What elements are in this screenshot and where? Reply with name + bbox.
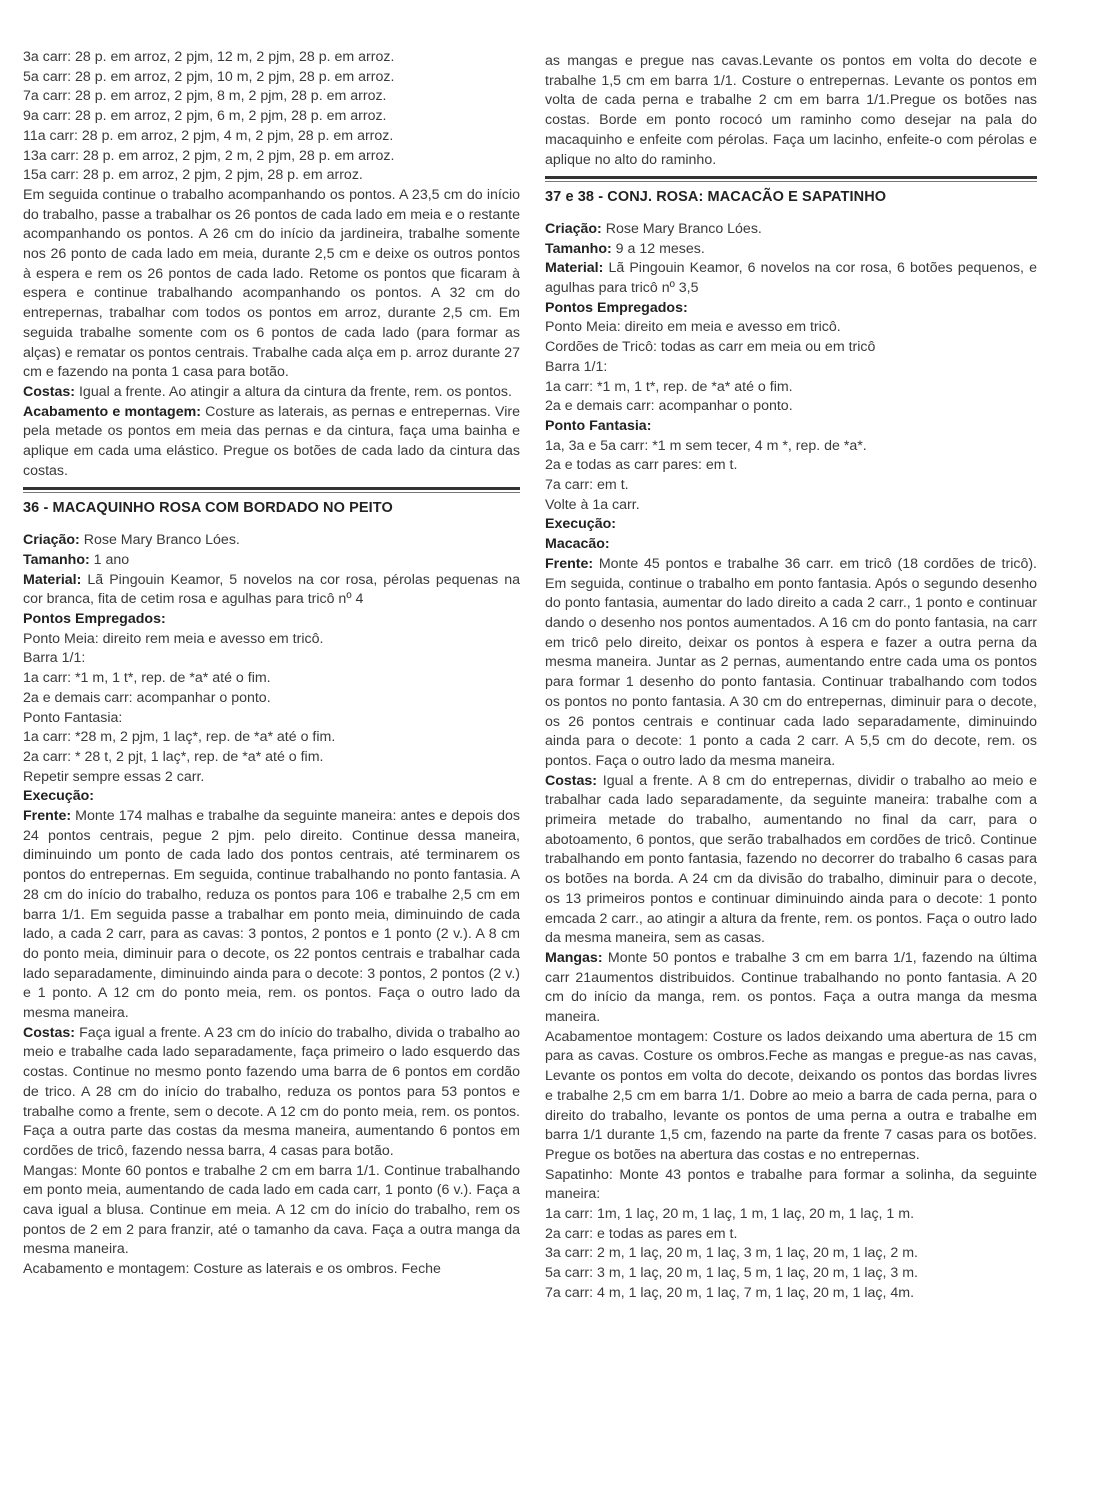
frente-label: Frente: <box>545 555 594 572</box>
criacao-line <box>23 531 520 551</box>
section-divider <box>23 487 520 493</box>
mangas-paragraph <box>545 949 1037 1028</box>
pontos-line: Barra 1/1: <box>545 358 608 375</box>
tamanho-text: 9 a 12 meses. <box>611 240 705 257</box>
criacao-label: Criação: <box>545 220 602 237</box>
costas-label: Costas: <box>545 772 598 789</box>
material-label: Material: <box>545 260 604 277</box>
tamanho-text: 1 ano <box>89 551 130 568</box>
frente-paragraph <box>23 807 520 1024</box>
fantasia-line: Volte à 1a carr. <box>545 496 640 513</box>
pontos-line: Barra 1/1: <box>23 650 86 667</box>
pontos-line: 2a e demais carr: acompanhar o ponto. <box>545 398 793 415</box>
pontos-line: Ponto Fantasia: <box>23 709 123 726</box>
continuation-paragraph: as mangas e pregue nas cavas.Levante os pontos em volta do decote e trabalhe 1,5 cm em barra 1/1. Costure o entrepernas. Levante os pontos em volta de cada perna e trabalhe 2 cm em barra 1/1.Pregue os botões nas costas. Borde em ponto rococó um raminho como desejar na pala do macaquinho e enfeite com pérolas. Faça um lacinho, enfeite-o com pérolas e aplique no alto do raminho. <box>545 53 1037 168</box>
pontos-label: Pontos Empregados: <box>545 299 688 316</box>
tamanho-label: Tamanho: <box>545 240 612 257</box>
row-line: 5a carr: 28 p. em arroz, 2 pjm, 10 m, 2 pjm, 28 p. em arroz. <box>23 68 395 85</box>
row-line: 15a carr: 28 p. em arroz, 2 pjm, 2 pjm, 28 p. em arroz. <box>23 167 363 184</box>
acabamento-text: Costure as laterais, as pernas e entrepernas. Vire pela metade os pontos em meia das pernas e da cintura, faça uma bainha e aplique em cada uma elástico. Pregue os botões de cada lado da cintura das costas. <box>23 403 520 479</box>
pontos-line: 1a carr: *1 m, 1 t*, rep. de *a* até o fim. <box>23 670 271 687</box>
row-line: 13a carr: 28 p. em arroz, 2 pjm, 2 m, 2 pjm, 28 p. em arroz. <box>23 147 395 164</box>
costas-text: Faça igual a frente. A 23 cm do início do trabalho, divida o trabalho ao meio e trabalhe cada lado separadamente, faça primeiro o lado esquerdo das costas. Continue no mesmo ponto fazendo uma barra de 6 pontos em cordão de trico. A 28 cm do início do trabalho, reduza os pontos para 53 pontos e trabalhe como a frente, sem o decote. A 12 cm do ponto meia, rem. os pontos. Faça a outra parte das costas da mesma maneira, aumentando 6 pontos em cordões de tricô, fazendo nessa barra, 4 casas para botão. <box>23 1024 520 1159</box>
frente-text: Monte 45 pontos e trabalhe 36 carr. em tricô (18 cordões de tricô). Em seguida, continue o trabalho em ponto fantasia. Após o segundo desenho do ponto fantasia, aumentar do lado direito a cada 2 carr., 1 ponto e continuar dando o desenho nos pontos aumentados. A 16 cm do ponto fantasia, na carr em tricô pelo direito, deixar os pontos à espera e fazer a outra perna da mesma maneira. Juntar as 2 pernas, aumentando entre cada uma os pontos para formar 1 desenho do ponto fantasia. Continuar trabalhando com todos os pontos no ponto fantasia. A 30 cm do entrepernas, diminuir para o decote, os 26 pontos centrais e continuar cada lado separadamente, diminuindo ainda para o decote: 1 ponto a cada 2 carr. A 5,5 cm do decote, rem. os pontos. Faça o outro lado da mesma maneira. <box>545 555 1037 769</box>
criacao-text: Rose Mary Branco Lóes. <box>79 532 240 549</box>
fantasia-line: 1a, 3a e 5a carr: *1 m sem tecer, 4 m *, rep. de *a*. <box>545 437 867 454</box>
pontos-line: Ponto Meia: direito em meia e avesso em tricô. <box>545 319 841 336</box>
acabamento-label: Acabamento e montagem: <box>23 403 201 420</box>
left-column <box>23 48 520 1280</box>
frente-text: Monte 174 malhas e trabalhe da seguinte maneira: antes e depois dos 24 pontos centrais, pegue 2 pjm. pelo direito. Continue dessa maneira, diminuindo um ponto de cada lado dos pontos centrais, até terminarem os pontos do entrepernas. Em seguida, continue trabalhando no ponto fantasia. A 28 cm do início do trabalho, reduza os pontos para 106 e trabalhe 2,5 cm em barra 1/1. Em seguida passe a trabalhar em ponto meia, diminuindo de cada lado, a cada 2 carr, para as cavas: 3 pontos, 2 pontos e 1 ponto (2 v.). A 8 cm do ponto meia, diminuir para o decote, os 22 pontos centrais e trabalhar cada lado separadamente, diminuindo ainda para o decote: 3 pontos, 2 pontos (2 v.) e 1 ponto. A 12 cm do ponto meia, rem. os pontos. Faça o outro lado da mesma maneira. <box>23 808 520 1022</box>
sapatinho-row-line: 7a carr: 4 m, 1 laç, 20 m, 1 laç, 7 m, 1 laç, 20 m, 1 laç, 4m. <box>545 1284 915 1301</box>
sapatinho-row-line: 2a carr: e todas as pares em t. <box>545 1225 738 1242</box>
pontos-line: 2a carr: * 28 t, 2 pjt, 1 laç*, rep. de *a* até o fim. <box>23 748 324 765</box>
material-paragraph <box>23 571 520 610</box>
execucao-label: Execução: <box>545 516 616 533</box>
macacao-label: Macacão: <box>545 536 610 553</box>
pontos-line: 1a carr: *1 m, 1 t*, rep. de *a* até o fim. <box>545 378 793 395</box>
costas-text: Igual a frente. Ao atingir a altura da cintura da frente, rem. os pontos. <box>75 383 512 400</box>
acabamento-paragraph: Acabamento e montagem: Costure as laterais e os ombros. Feche <box>23 1261 441 1278</box>
row-line: 7a carr: 28 p. em arroz, 2 pjm, 8 m, 2 pjm, 28 p. em arroz. <box>23 88 387 105</box>
pontos-line: 1a carr: *28 m, 2 pjm, 1 laç*, rep. de *a* até o fim. <box>23 729 336 746</box>
row-line: 3a carr: 28 p. em arroz, 2 pjm, 12 m, 2 pjm, 28 p. em arroz. <box>23 49 395 65</box>
section-title-36: 36 - MACAQUINHO ROSA COM BORDADO NO PEITO <box>23 500 393 517</box>
tamanho-line <box>545 240 1037 260</box>
tamanho-label: Tamanho: <box>23 551 90 568</box>
material-text: Lã Pingouin Keamor, 5 novelos na cor rosa, pérolas pequenas na cor branca, fita de cetim rosa e agulhas para tricô nº 4 <box>23 571 520 608</box>
pontos-line: Repetir sempre essas 2 carr. <box>23 768 205 785</box>
criacao-label: Criação: <box>23 532 80 549</box>
fantasia-line: 7a carr: em t. <box>545 477 629 494</box>
continuation-paragraph: Em seguida continue o trabalho acompanhando os pontos. A 23,5 cm do início do trabalho, passe a trabalhar os 26 pontos de cada lado em meia e o restante acompanhando os pontos. A 26 cm do início da jardineira, trabalhe somente nos 26 ponto de cada lado em meia, durante 2,5 cm e deixe os outros pontos à espera e rem os 26 pontos de cada lado. Retome os pontos que ficaram à espera e continue trabalhando acompanhando os pontos. A 32 cm do entrepernas, trabalhar com todos os pontos em arroz, durante 2,5 cm. Em seguida trabalhe somente com os 6 pontos de cada lado (para formar as alças) e rematar os pontos centrais. Trabalhe cada alça em p. arroz durante 27 cm e fazendo na ponta 1 casa para botão. <box>23 186 520 381</box>
row-line: 11a carr: 28 p. em arroz, 2 pjm, 4 m, 2 pjm, 28 p. em arroz. <box>23 127 394 144</box>
costas-text: Igual a frente. A 8 cm do entrepernas, dividir o trabalho ao meio e trabalhar cada lado separadamente, da seguinte maneira: trabalhe com a primeira metade do trabalho, aumentando no final da carr, para o abotoamento, 6 pontos, que serão trabalhados em cordões de tricô. Continue trabalhando em ponto fantasia, fazendo no decorrer do trabalho 6 casas para os botões na borda. A 24 cm da divisão do trabalho, diminuir para o decote, os 13 primeiros pontos e continuar diminuindo ainda para o decote: 1 ponto emcada 2 carr., ao atingir a altura da frente, rem. os pontos. Faça o outro lado da mesma maneira, sem as casas. <box>545 772 1037 947</box>
costas-label: Costas: <box>23 1024 76 1041</box>
execucao-label: Execução: <box>23 788 94 805</box>
pontos-line: Cordões de Tricô: todas as carr em meia ou em tricô <box>545 339 876 356</box>
sapatinho-paragraph: Sapatinho: Monte 43 pontos e trabalhe para formar a solinha, da seguinte maneira: <box>545 1166 1037 1203</box>
row-line: 9a carr: 28 p. em arroz, 2 pjm, 6 m, 2 pjm, 28 p. em arroz. <box>23 108 387 125</box>
mangas-label: Mangas: <box>545 949 603 966</box>
costas-paragraph <box>23 383 520 403</box>
sapatinho-row-line: 1a carr: 1m, 1 laç, 20 m, 1 laç, 1 m, 1 laç, 20 m, 1 laç, 1 m. <box>545 1206 915 1223</box>
section-divider <box>545 176 1037 182</box>
acabamento-paragraph: Acabamentoe montagem: Costure os lados deixando uma abertura de 15 cm para as cavas. Costure os ombros.Feche as mangas e pregue-as nas cavas, Levante os pontos em volta do decote, deixando os pontos das bordas livres e trabalhe 2,5 cm em barra 1/1. Dobre ao meio a barra de cada perna, para o direito do trabalho, levante os pontos de uma perna a outra e trabalhe em barra 1/1 durante 1,5 cm, fazendo na parte da frente 7 casas para os botões. Pregue os botões na abertura das costas e no entrepernas. <box>545 1028 1037 1163</box>
costas-paragraph <box>23 1024 520 1162</box>
fantasia-label: Ponto Fantasia: <box>545 417 652 434</box>
fantasia-line: 2a e todas as carr pares: em t. <box>545 457 738 474</box>
pontos-line: Ponto Meia: direito rem meia e avesso em tricô. <box>23 630 324 647</box>
frente-label: Frente: <box>23 808 72 825</box>
acabamento-paragraph <box>23 403 520 482</box>
criacao-line <box>545 220 1037 240</box>
material-text: Lã Pingouin Keamor, 6 novelos na cor rosa, 6 botões pequenos, e agulhas para tricô nº 3,5 <box>545 260 1037 297</box>
material-paragraph <box>545 259 1037 298</box>
costas-paragraph <box>545 772 1037 949</box>
pontos-line: 2a e demais carr: acompanhar o ponto. <box>23 689 271 706</box>
mangas-text: Monte 50 pontos e trabalhe 3 cm em barra 1/1, fazendo na última carr 21aumentos distribuidos. Continue trabalhando no ponto fantasia. A 20 cm do início da manga, rem. os pontos. Faça a outra manga da mesma maneira. <box>545 949 1037 1026</box>
section-title-37-38: 37 e 38 - CONJ. ROSA: MACACÃO E SAPATINHO <box>545 189 887 206</box>
sapatinho-row-line: 5a carr: 3 m, 1 laç, 20 m, 1 laç, 5 m, 1 laç, 20 m, 1 laç, 3 m. <box>545 1265 918 1282</box>
pontos-label: Pontos Empregados: <box>23 610 166 627</box>
material-label: Material: <box>23 571 82 588</box>
criacao-text: Rose Mary Branco Lóes. <box>601 220 762 237</box>
costas-label: Costas: <box>23 383 76 400</box>
sapatinho-row-line: 3a carr: 2 m, 1 laç, 20 m, 1 laç, 3 m, 1 laç, 20 m, 1 laç, 2 m. <box>545 1245 918 1262</box>
mangas-paragraph: Mangas: Monte 60 pontos e trabalhe 2 cm em barra 1/1. Continue trabalhando em ponto meia, aumentando de cada lado em cada carr, 1 ponto (6 v.). Faça a cava igual a blusa. Continue em meia. A 12 cm do início do trabalho, rem os pontos de 2 em 2 para franzir, até o tamanho da cava. Faça a outra manga da mesma maneira. <box>23 1162 520 1258</box>
tamanho-line <box>23 551 520 571</box>
right-column <box>545 52 1037 1304</box>
frente-paragraph <box>545 555 1037 772</box>
